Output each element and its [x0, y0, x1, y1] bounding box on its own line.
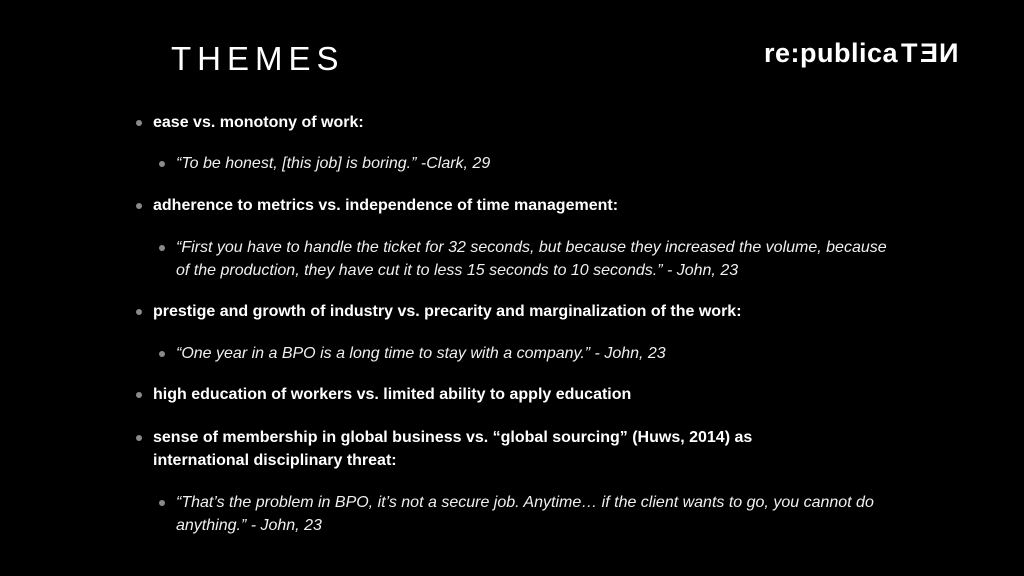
bullet-dot-icon: [159, 500, 165, 506]
bullet-dot-icon: [136, 392, 142, 398]
bullet-dot-icon: [159, 161, 165, 167]
bullet-theme-2: adherence to metrics vs. independence of time management:: [153, 194, 913, 217]
bullet-dot-icon: [159, 245, 165, 251]
bullet-quote-2: “First you have to handle the ticket for 32 seconds, but because they increased the volume, because of the production, they have cut it to less 15 seconds to 10 seconds.” - John, 23: [176, 236, 896, 282]
bullet-dot-icon: [136, 309, 142, 315]
slide-title: THEMES: [171, 40, 345, 77]
bullet-dot-icon: [136, 203, 142, 209]
bullet-theme-4: high education of workers vs. limited ability to apply education: [153, 383, 913, 406]
logo-ten-mark: TEN: [901, 38, 959, 68]
bullet-dot-icon: [136, 120, 142, 126]
bullet-dot-icon: [159, 351, 165, 357]
bullet-theme-1: ease vs. monotony of work:: [153, 111, 913, 134]
bullet-quote-4: “That’s the problem in BPO, it’s not a secure job. Anytime… if the client wants to go, you cannot do anything.” - John, 23: [176, 491, 896, 537]
bullet-dot-icon: [136, 435, 142, 441]
bullet-theme-5: sense of membership in global business vs. “global sourcing” (Huws, 2014) as international disciplinary threat:: [153, 426, 803, 472]
logo-wordmark: re:publica: [764, 38, 899, 68]
bullet-theme-3: prestige and growth of industry vs. precarity and marginalization of the work:: [153, 300, 913, 323]
bullet-quote-1: “To be honest, [this job] is boring.” -Clark, 29: [176, 152, 896, 175]
bullet-quote-3: “One year in a BPO is a long time to stay with a company.” - John, 23: [176, 342, 896, 365]
